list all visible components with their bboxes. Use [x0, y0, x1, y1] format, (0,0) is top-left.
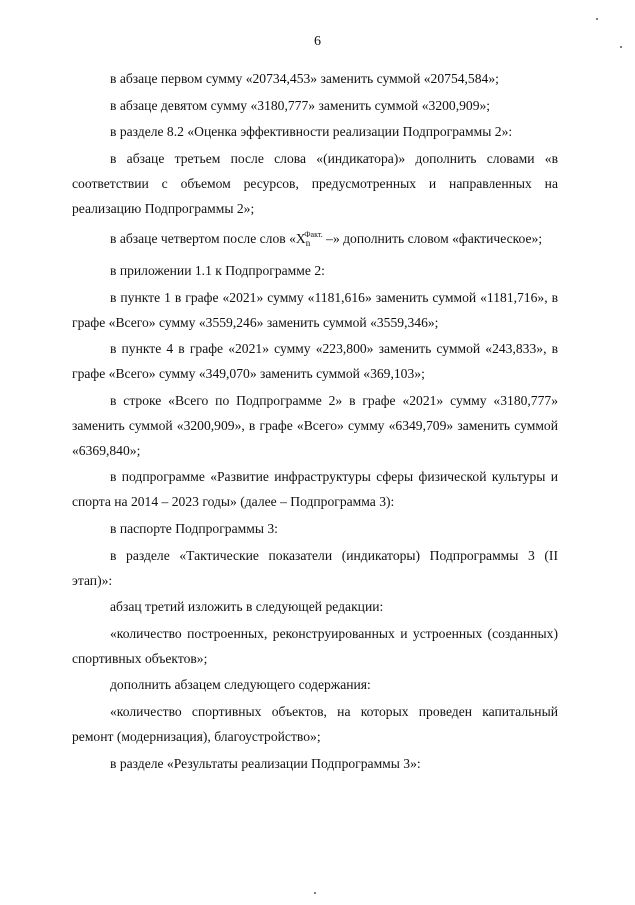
page-number: 6 [314, 34, 321, 49]
paragraph-8: в пункте 4 в графе «2021» сумму «223,800» заменить суммой «243,833», в графе «Всего» сумму «349,070» заменить суммой «369,103»; [72, 341, 558, 382]
paragraph-17: в разделе «Результаты реализации Подпрограммы 3»: [110, 755, 421, 771]
paragraph-4: в абзаце третьем после слова «(индикатора)» дополнить словами «в соответствии с объемом ресурсов, предусмотренных и направленных на реализацию Подпрограммы 2»; [72, 150, 558, 216]
formula-symbol: X [295, 231, 306, 247]
paragraph-5-before: в абзаце четвертом после слов « [110, 231, 296, 247]
paragraph-2: в абзаце девятом сумму «3180,777» заменить суммой «3200,909»; [110, 97, 491, 113]
document-body [72, 66, 558, 777]
paragraph-14: «количество построенных, реконструированных и устроенных (созданных) спортивных объектов»; [72, 625, 558, 666]
paragraph-13: абзац третий изложить в следующей редакции: [110, 599, 384, 615]
scan-speck [596, 18, 598, 20]
paragraph-9: в строке «Всего по Подпрограмме 2» в графе «2021» сумму «3180,777» заменить суммой «3200,909», в графе «Всего» сумму «6349,709» заменить суммой «6369,840»; [72, 392, 558, 458]
paragraph-12: в разделе «Тактические показатели (индикаторы) Подпрограммы 3 (II этап)»: [72, 547, 558, 588]
paragraph-5-after: –» дополнить словом «фактическое»; [322, 231, 543, 247]
scan-speck [620, 46, 622, 48]
paragraph-1: в абзаце первом сумму «20734,453» заменить суммой «20754,584»; [110, 71, 499, 86]
paragraph-16: «количество спортивных объектов, на которых проведен капитальный ремонт (модернизация), благоустройство»; [72, 703, 558, 744]
paragraph-11: в паспорте Подпрограммы 3: [110, 520, 278, 536]
scan-speck [314, 892, 316, 894]
formula-x-fact [295, 230, 323, 249]
paragraph-5 [72, 222, 558, 256]
paragraph-7: в пункте 1 в графе «2021» сумму «1181,616» заменить суммой «1181,716», в графе «Всего» сумму «3559,246» заменить суммой «3559,346»; [72, 289, 558, 330]
formula-subscript: n [305, 238, 311, 249]
paragraph-10: в подпрограмме «Развитие инфраструктуры сферы физической культуры и спорта на 2014 – 2023 годы» (далее – Подпрограмма 3): [72, 469, 558, 510]
paragraph-3: в разделе 8.2 «Оценка эффективности реализации Подпрограммы 2»: [110, 124, 513, 140]
paragraph-6: в приложении 1.1 к Подпрограмме 2: [110, 262, 325, 278]
paragraph-15: дополнить абзацем следующего содержания: [110, 677, 371, 693]
formula-superscript: Факт. [304, 230, 323, 240]
